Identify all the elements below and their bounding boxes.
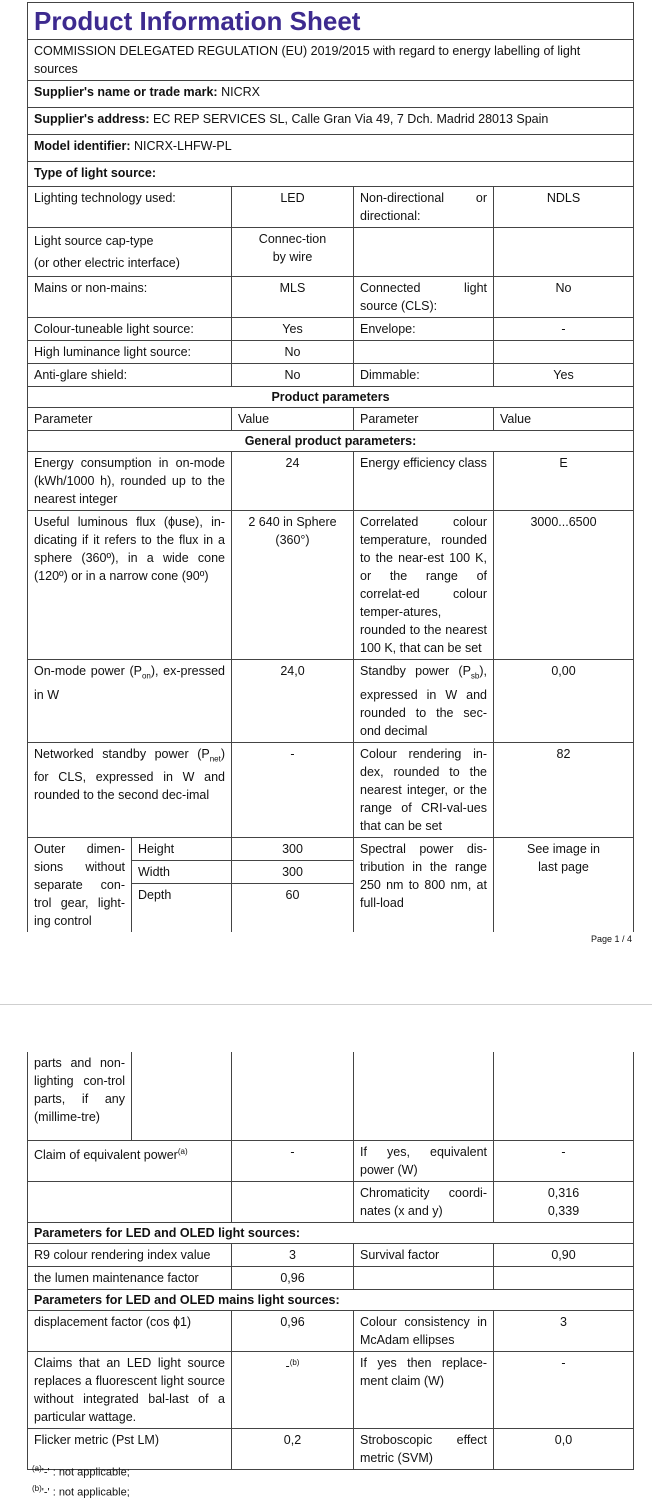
antiglare-row xyxy=(28,364,634,387)
cap-label-1: Light source cap-type xyxy=(34,234,154,248)
col-value-2: Value xyxy=(494,408,634,431)
flicker-label: Flicker metric (Pst LM) xyxy=(28,1429,232,1470)
pon-value: 24,0 xyxy=(232,660,354,743)
equiv-value: - xyxy=(232,1141,354,1182)
lumen-value: 0,96 xyxy=(232,1267,354,1290)
outer-dim-row xyxy=(28,837,634,932)
outer-dim-continued-row xyxy=(28,1052,634,1141)
supplier-name-row xyxy=(28,81,634,108)
col-parameter-1: Parameter xyxy=(28,408,232,431)
supplier-address-label: Supplier's address: xyxy=(34,112,150,126)
column-header-row xyxy=(28,408,634,431)
page-2 xyxy=(0,1052,652,1500)
outer-dim-cont-empty-4 xyxy=(494,1052,634,1141)
page-title: Product Information Sheet xyxy=(28,3,634,40)
general-heading-row xyxy=(28,431,634,452)
dimmable-value: Yes xyxy=(494,364,634,387)
disp-label: displacement factor (cos ϕ1) xyxy=(28,1311,232,1352)
width-value: 300 xyxy=(232,861,353,884)
envelope-value: - xyxy=(494,318,634,341)
survival-label: Survival factor xyxy=(354,1244,494,1267)
psb-label-a: Standby power (P xyxy=(360,664,471,678)
general-heading: General product parameters: xyxy=(28,431,634,452)
pon-sub: on xyxy=(141,671,151,681)
claims-sup: (b) xyxy=(289,1358,300,1367)
pnet-label-b: ) for CLS, expressed in W and rounded to the second dec-imal xyxy=(34,746,225,802)
outer-dim-label-p1: Outer dimen-sions without separate con-trol gear, light-ing control xyxy=(28,837,132,932)
replace-value: - xyxy=(494,1352,634,1429)
tech-value: LED xyxy=(232,187,354,228)
disp-row xyxy=(28,1311,634,1352)
high-lum-empty-2 xyxy=(494,341,634,364)
cct-label: Correlated colour temperature, rounded to the near-est 100 K, or the range of correlat-ed colour temper-atures, rounded to the nearest 100 K, that can be set xyxy=(354,511,494,660)
pnet-value: - xyxy=(232,742,354,837)
regulation-row xyxy=(28,40,634,81)
directional-value: NDLS xyxy=(494,187,634,228)
high-lum-empty-1 xyxy=(354,341,494,364)
width-label: Width xyxy=(132,861,231,884)
chroma-label: Chromaticity coordi-nates (x and y) xyxy=(354,1182,494,1223)
footnote-a-text: '-' : not applicable; xyxy=(41,1466,130,1479)
pnet-row xyxy=(28,742,634,837)
regulation-text: COMMISSION DELEGATED REGULATION (EU) 2019/2015 with regard to energy labelling of light sources xyxy=(28,40,634,81)
energy-label: Energy consumption in on-mode (kWh/1000 h), rounded up to the nearest integer xyxy=(28,452,232,511)
page-separator xyxy=(0,1004,652,1005)
pon-label-b: ), ex-pressed in W xyxy=(34,664,225,702)
chroma-row xyxy=(28,1182,634,1223)
tuneable-value: Yes xyxy=(232,318,354,341)
outer-dim-label-p2: parts and non-lighting con-trol parts, if any (millime-tre) xyxy=(28,1052,132,1141)
spd-value: See image in last page xyxy=(494,837,634,932)
supplier-address-row xyxy=(28,108,634,135)
claims-value-cell xyxy=(232,1352,354,1429)
flicker-value: 0,2 xyxy=(232,1429,354,1470)
cap-label-2: (or other electric interface) xyxy=(34,256,180,270)
chroma-empty-2 xyxy=(232,1182,354,1223)
claims-label: Claims that an LED light source replaces a fluorescent light source without integrated bal-last of a particular wattage. xyxy=(28,1352,232,1429)
outer-dim-subtable xyxy=(132,837,232,932)
height-value: 300 xyxy=(232,838,353,861)
depth-value: 60 xyxy=(285,887,300,902)
led-heading: Parameters for LED and OLED light sources: xyxy=(28,1223,634,1244)
product-info-table-continued xyxy=(27,1052,634,1470)
pnet-label-a: Networked standby power (P xyxy=(34,746,210,761)
disp-value: 0,96 xyxy=(232,1311,354,1352)
cap-row xyxy=(28,228,634,277)
high-lum-row xyxy=(28,341,634,364)
consistency-label: Colour consistency in McAdam ellipses xyxy=(354,1311,494,1352)
title-row xyxy=(28,3,634,40)
pnet-sub: net xyxy=(209,754,221,763)
r9-row xyxy=(28,1244,634,1267)
type-heading: Type of light source: xyxy=(28,162,634,187)
eff-class-value: E xyxy=(494,452,634,511)
tech-label: Lighting technology used: xyxy=(28,187,232,228)
if-yes-label: If yes, equivalent power (W) xyxy=(354,1141,494,1182)
psb-sub: sb xyxy=(470,671,480,681)
model-label: Model identifier: xyxy=(34,139,131,153)
r9-label: R9 colour rendering index value xyxy=(28,1244,232,1267)
energy-value: 24 xyxy=(232,452,354,511)
outer-dim-cont-empty-1 xyxy=(132,1052,232,1141)
spd-label: Spectral power dis-tribution in the range 250 nm to 800 nm, at full-load xyxy=(354,837,494,932)
claims-value: - xyxy=(285,1359,290,1374)
claims-row xyxy=(28,1352,634,1429)
tuneable-label: Colour-tuneable light source: xyxy=(28,318,232,341)
led-mains-heading: Parameters for LED and OLED mains light sources: xyxy=(28,1290,634,1311)
equiv-sup: (a) xyxy=(177,1147,188,1156)
chroma-values xyxy=(494,1182,634,1223)
led-mains-heading-row xyxy=(28,1290,634,1311)
chroma-x: 0,316 xyxy=(547,1186,580,1200)
strobo-value: 0,0 xyxy=(494,1429,634,1470)
footnote-b xyxy=(32,1480,130,1502)
cap-empty-2 xyxy=(494,228,634,277)
high-lum-label: High luminance light source: xyxy=(28,341,232,364)
lumen-empty-2 xyxy=(494,1267,634,1290)
product-params-heading-row xyxy=(28,387,634,408)
led-heading-row xyxy=(28,1223,634,1244)
equiv-row xyxy=(28,1141,634,1182)
cri-label: Colour rendering in-dex, rounded to the nearest integer, or the range of CRI-val-ues that can be set xyxy=(354,742,494,837)
model-row xyxy=(28,135,634,162)
supplier-name-label: Supplier's name or trade mark: xyxy=(34,85,218,99)
r9-value: 3 xyxy=(232,1244,354,1267)
pnet-label xyxy=(28,742,232,837)
col-value-1: Value xyxy=(232,408,354,431)
flux-value: 2 640 in Sphere (360°) xyxy=(232,511,354,660)
cct-value: 3000...6500 xyxy=(494,511,634,660)
high-lum-value: No xyxy=(232,341,354,364)
psb-value: 0,00 xyxy=(494,660,634,743)
antiglare-value: No xyxy=(232,364,354,387)
dimmable-label: Dimmable: xyxy=(354,364,494,387)
equiv-label-text: Claim of equivalent power xyxy=(34,1148,178,1163)
strobo-label: Stroboscopic effect metric (SVM) xyxy=(354,1429,494,1470)
energy-row xyxy=(28,452,634,511)
eff-class-label: Energy efficiency class xyxy=(354,452,494,511)
equiv-label xyxy=(28,1141,232,1182)
lumen-row xyxy=(28,1267,634,1290)
lumen-label: the lumen maintenance factor xyxy=(28,1267,232,1290)
directional-label: Non-directional or directional: xyxy=(354,187,494,228)
footnote-a-mark: (a) xyxy=(32,1464,42,1473)
replace-label: If yes then replace-ment claim (W) xyxy=(354,1352,494,1429)
page-number: Page 1 / 4 xyxy=(590,934,632,944)
footnote-a xyxy=(32,1460,130,1482)
pon-label xyxy=(28,660,232,743)
cls-label: Connected light source (CLS): xyxy=(354,277,494,318)
outer-dim-cont-empty-3 xyxy=(354,1052,494,1141)
survival-value: 0,90 xyxy=(494,1244,634,1267)
footnote-b-mark: (b) xyxy=(32,1484,42,1493)
chroma-y: 0,339 xyxy=(547,1204,580,1218)
mains-value: MLS xyxy=(232,277,354,318)
outer-dim-values xyxy=(232,837,354,932)
antiglare-label: Anti-glare shield: xyxy=(28,364,232,387)
outer-dim-cont-empty-2 xyxy=(232,1052,354,1141)
cls-value: No xyxy=(494,277,634,318)
flux-label: Useful luminous flux (ϕuse), in-dicating if it refers to the flux in a sphere (360º), in a wide cone (120º) or in a narrow cone (90º) xyxy=(28,511,232,660)
height-label: Height xyxy=(132,838,231,861)
supplier-address-value: EC REP SERVICES SL, Calle Gran Via 49, 7 Dch. Madrid 28013 Spain xyxy=(153,112,549,126)
supplier-name-value: NICRX xyxy=(221,85,260,99)
depth-label: Depth xyxy=(138,887,172,902)
consistency-value: 3 xyxy=(494,1311,634,1352)
mains-row xyxy=(28,277,634,318)
cap-empty-1 xyxy=(354,228,494,277)
cap-value: Connec-tion by wire xyxy=(232,228,354,277)
tech-row xyxy=(28,187,634,228)
product-params-heading: Product parameters xyxy=(28,387,634,408)
psb-label xyxy=(354,660,494,743)
model-value: NICRX-LHFW-PL xyxy=(134,139,232,153)
cri-value: 82 xyxy=(494,742,634,837)
chroma-empty-1 xyxy=(28,1182,232,1223)
tuneable-row xyxy=(28,318,634,341)
if-yes-value: - xyxy=(494,1141,634,1182)
psb-label-b: ), expressed in W and rounded to the sec-ond decimal xyxy=(360,664,487,738)
flux-row xyxy=(28,511,634,660)
mains-label: Mains or non-mains: xyxy=(28,277,232,318)
lumen-empty-1 xyxy=(354,1267,494,1290)
type-heading-row xyxy=(28,162,634,187)
col-parameter-2: Parameter xyxy=(354,408,494,431)
pon-row xyxy=(28,660,634,743)
footnote-b-text: '-' : not applicable; xyxy=(41,1486,130,1499)
pon-label-a: On-mode power (P xyxy=(34,664,142,678)
envelope-label: Envelope: xyxy=(354,318,494,341)
product-info-table xyxy=(27,2,634,932)
